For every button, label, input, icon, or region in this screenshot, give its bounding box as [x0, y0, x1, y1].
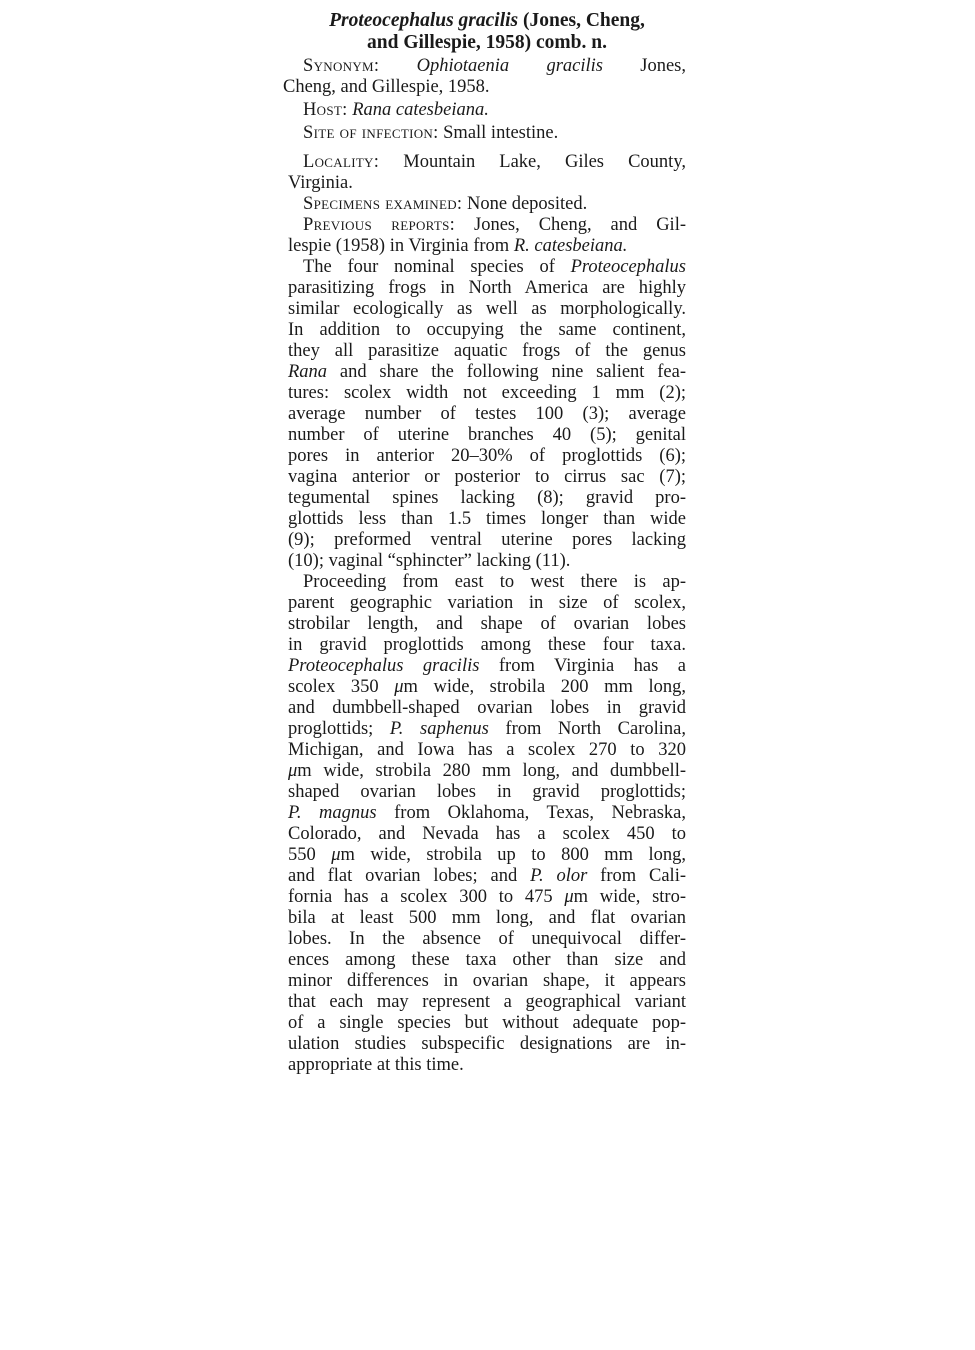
- text-line: [288, 56, 686, 77]
- text-run: in gravid proglottids among these four taxa.: [288, 635, 686, 655]
- text-run: from Oklahoma, Texas, Nebraska,: [376, 803, 686, 823]
- text-run: of a single species but without adequate pop-: [288, 1013, 686, 1033]
- text-run: Jones, Cheng, and Gil-: [455, 215, 686, 235]
- text-run: and Gillespie, 1958) comb. n.: [367, 32, 607, 53]
- text-run: and flat ovarian lobes; and: [288, 866, 531, 886]
- text-run: parent geographic variation in size of scolex,: [288, 593, 686, 613]
- text-line: [288, 614, 686, 635]
- text-run: glottids less than 1.5 times longer than wide: [288, 509, 686, 529]
- text-line: [288, 992, 686, 1013]
- text-run: average number of testes 100 (3); average: [288, 404, 686, 424]
- host-section: [288, 100, 686, 121]
- text-run: None deposited.: [462, 194, 588, 214]
- text-run: number of uterine branches 40 (5); genital: [288, 425, 686, 445]
- paragraph-variation-section: [288, 572, 686, 1076]
- text-line: [288, 971, 686, 992]
- previous-reports-section: [288, 215, 686, 257]
- emphasis-run: μ: [331, 845, 341, 865]
- emphasis-run: Rana: [288, 362, 328, 382]
- text-run: lobes. In the absence of unequivocal differ-: [288, 929, 686, 949]
- text-line: [288, 509, 686, 530]
- text-line: [288, 299, 686, 320]
- text-line: [288, 152, 686, 173]
- text-line: [288, 236, 686, 257]
- emphasis-run: μ: [288, 761, 298, 781]
- text-column: [283, 56, 687, 1076]
- text-run: ulation studies subspecific designations are in-: [288, 1034, 686, 1054]
- text-run: Cheng, and Gillespie, 1958.: [283, 77, 490, 97]
- text-line: [283, 77, 686, 98]
- text-run: proglottids;: [288, 719, 390, 739]
- emphasis-run: μ: [394, 677, 404, 697]
- text-run: pores in anterior 20–30% of proglottids (6);: [288, 446, 686, 466]
- text-line: [288, 908, 686, 929]
- text-line: [288, 845, 686, 866]
- text-run: tegumental spines lacking (8); gravid pro-: [288, 488, 686, 508]
- text-line: [288, 1013, 686, 1034]
- text-line: [288, 866, 686, 887]
- text-line: [288, 530, 686, 551]
- text-line: [288, 10, 686, 32]
- emphasis-run: P. olor: [530, 866, 588, 886]
- field-label: Specimens examined:: [303, 194, 463, 214]
- text-run: scolex 350: [288, 677, 395, 697]
- text-line: [288, 425, 686, 446]
- text-line: [288, 824, 686, 845]
- text-line: [288, 929, 686, 950]
- emphasis-run: P. saphenus: [389, 719, 489, 739]
- text-line: [288, 719, 686, 740]
- text-line: [288, 551, 686, 572]
- field-label: Synonym:: [303, 56, 380, 76]
- text-line: [288, 635, 686, 656]
- emphasis-run: Rana catesbeiana.: [352, 100, 489, 120]
- text-line: [288, 1034, 686, 1055]
- text-run: strobilar length, and shape of ovarian lobes: [288, 614, 686, 634]
- text-line: [288, 123, 686, 144]
- text-run: minor differences in ovarian shape, it appears: [288, 971, 686, 991]
- emphasis-run: Proteocephalus gracilis: [329, 10, 519, 31]
- text-line: [288, 740, 686, 761]
- text-line: [288, 593, 686, 614]
- text-run: Mountain Lake, Giles County,: [379, 152, 686, 172]
- emphasis-run: R. catesbeiana.: [513, 236, 628, 256]
- text-run: ences among these taxa other than size and: [288, 950, 686, 970]
- text-run: appropriate at this time.: [288, 1055, 464, 1075]
- paragraph-features-section: [288, 257, 686, 572]
- text-line: [288, 215, 686, 236]
- text-run: m wide, stro-: [573, 887, 686, 907]
- emphasis-run: μ: [564, 887, 574, 907]
- text-run: tures: scolex width not exceeding 1 mm (2);: [288, 383, 686, 403]
- text-run: from North Carolina,: [488, 719, 687, 739]
- text-run: m wide, strobila 280 mm long, and dumbbell-: [297, 761, 686, 781]
- text-line: [288, 257, 686, 278]
- text-run: (10); vaginal “sphincter” lacking (11).: [288, 551, 571, 571]
- text-run: Colorado, and Nevada has a scolex 450 to: [288, 824, 686, 844]
- text-line: [288, 488, 686, 509]
- text-run: 550: [288, 845, 332, 865]
- text-run: and share the following nine salient fea-: [327, 362, 686, 382]
- species-heading: [288, 10, 686, 54]
- text-line: [288, 32, 686, 54]
- text-run: [379, 56, 416, 76]
- text-line: [288, 803, 686, 824]
- field-label: Host:: [303, 100, 348, 120]
- emphasis-run: gracilis: [546, 56, 603, 76]
- text-run: In addition to occupying the same continent,: [288, 320, 686, 340]
- text-line: [288, 782, 686, 803]
- emphasis-run: Proteocephalus: [570, 257, 686, 277]
- text-run: Small intestine.: [438, 123, 559, 143]
- text-run: The four nominal species of: [303, 257, 571, 277]
- text-run: vagina anterior or posterior to cirrus sac (7);: [288, 467, 686, 487]
- text-line: [288, 446, 686, 467]
- text-line: [288, 362, 686, 383]
- text-run: they all parasitize aquatic frogs of the genus: [288, 341, 686, 361]
- text-line: [288, 173, 686, 194]
- emphasis-run: Ophiotaenia: [416, 56, 510, 76]
- text-run: from Virginia has a: [479, 656, 686, 676]
- text-run: similar ecologically as well as morphologically.: [288, 299, 686, 319]
- text-line: [288, 1055, 686, 1076]
- text-run: m wide, strobila up to 800 mm long,: [340, 845, 687, 865]
- text-run: (Jones, Cheng,: [518, 10, 645, 31]
- text-line: [288, 341, 686, 362]
- text-line: [288, 278, 686, 299]
- text-run: [509, 56, 546, 76]
- text-line: [288, 677, 686, 698]
- text-line: [288, 572, 686, 593]
- text-line: [288, 761, 686, 782]
- text-run: parasitizing frogs in North America are highly: [288, 278, 686, 298]
- field-label: Site of infection:: [303, 123, 439, 143]
- text-run: m wide, strobila 200 mm long,: [403, 677, 687, 697]
- text-run: bila at least 500 mm long, and flat ovarian: [288, 908, 686, 928]
- emphasis-run: Proteocephalus gracilis: [288, 656, 480, 676]
- synonym-section: [283, 56, 686, 98]
- text-run: (9); preformed ventral uterine pores lacking: [288, 530, 686, 550]
- text-line: [288, 320, 686, 341]
- emphasis-run: P. magnus: [288, 803, 377, 823]
- text-run: fornia has a scolex 300 to 475: [288, 887, 565, 907]
- text-run: Michigan, and Iowa has a scolex 270 to 320: [288, 740, 686, 760]
- specimens-examined-section: [288, 194, 686, 215]
- text-line: [288, 194, 686, 215]
- text-run: from Cali-: [587, 866, 686, 886]
- text-line: [288, 467, 686, 488]
- text-run: Jones,: [602, 56, 686, 76]
- text-line: [288, 656, 686, 677]
- text-run: and dumbbell-shaped ovarian lobes in gravid: [288, 698, 686, 718]
- text-run: lespie (1958) in Virginia from: [288, 236, 514, 256]
- field-label: Previous reports:: [303, 215, 456, 235]
- text-run: Virginia.: [288, 173, 353, 193]
- field-label: Locality:: [303, 152, 380, 172]
- site-of-infection-section: [288, 123, 686, 144]
- text-line: [288, 887, 686, 908]
- text-run: shaped ovarian lobes in gravid proglottids;: [288, 782, 686, 802]
- text-line: [288, 698, 686, 719]
- text-run: that each may represent a geographical variant: [288, 992, 686, 1012]
- text-line: [288, 100, 686, 121]
- text-line: [288, 404, 686, 425]
- text-run: Proceeding from east to west there is ap-: [303, 572, 686, 592]
- text-line: [288, 383, 686, 404]
- text-line: [288, 950, 686, 971]
- locality-section: [288, 152, 686, 194]
